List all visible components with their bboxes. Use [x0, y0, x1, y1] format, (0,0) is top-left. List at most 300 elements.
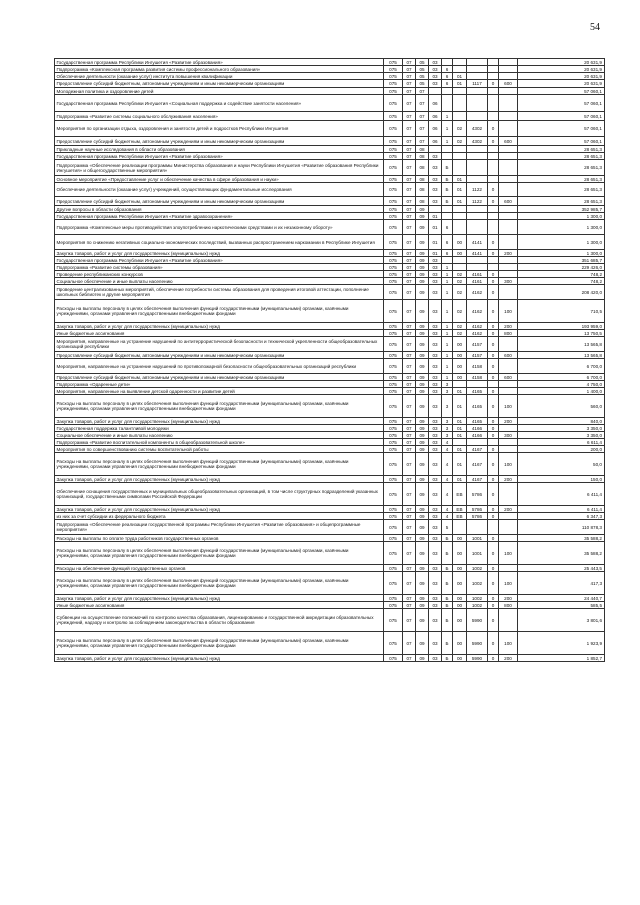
code-cell: 01 — [453, 80, 467, 88]
code-cell: 0 — [488, 425, 499, 432]
row-name: Подпрограмма «Комплексная программа развития системы профессионального образования» — [55, 66, 384, 73]
code-cell: 05 — [416, 59, 429, 66]
code-cell: 075 — [384, 121, 403, 137]
code-cell: 01 — [453, 476, 467, 483]
code-cell: 4 — [442, 513, 453, 520]
code-cell: 00 — [453, 602, 467, 609]
code-cell: 09 — [416, 513, 429, 520]
row-amount: 6 411,4 — [518, 506, 605, 513]
row-name: Государственная программа Республики Ингушетия «Развитие образования» — [55, 257, 384, 264]
code-cell — [499, 146, 518, 153]
code-cell: 1001 — [467, 542, 488, 565]
code-cell: 07 — [403, 520, 416, 535]
code-cell: 03 — [429, 439, 442, 446]
table-row — [55, 146, 605, 153]
code-cell: 200 — [499, 250, 518, 257]
code-cell: 01 — [429, 220, 442, 235]
code-cell — [467, 381, 488, 388]
code-cell: Б — [442, 565, 453, 572]
code-cell: 08 — [416, 160, 429, 176]
row-name: Расходы на выплаты персоналу в целях обеспечения выполнения функций государственными (муниципальными) органами, казёнными учреждениями, органами управления государственными внебюджетными фондами — [55, 632, 384, 655]
row-amount: 560,0 — [518, 395, 605, 418]
code-cell: 03 — [429, 352, 442, 359]
code-cell: 075 — [384, 323, 403, 330]
code-cell: 09 — [416, 418, 429, 425]
table-row — [55, 655, 605, 662]
table-row — [55, 264, 605, 271]
code-cell: 07 — [416, 88, 429, 95]
code-cell: 07 — [403, 66, 416, 73]
code-cell: 01 — [453, 425, 467, 432]
code-cell: 07 — [403, 80, 416, 88]
code-cell — [442, 213, 453, 220]
code-cell — [453, 95, 467, 112]
code-cell: 07 — [403, 381, 416, 388]
code-cell: 075 — [384, 476, 403, 483]
code-cell: 07 — [403, 359, 416, 374]
code-cell: Б — [442, 632, 453, 655]
code-cell: 01 — [429, 213, 442, 220]
code-cell: 07 — [403, 446, 416, 453]
code-cell: 1001 — [467, 535, 488, 542]
row-name: Мероприятия по снижению негативных социально-экономических последствий, вызванных распространением наркомании в Республике Ингушетия — [55, 235, 384, 250]
code-cell: 07 — [403, 206, 416, 213]
code-cell: 075 — [384, 264, 403, 271]
code-cell: 0 — [488, 513, 499, 520]
code-cell: 09 — [416, 542, 429, 565]
code-cell: 4141 — [467, 250, 488, 257]
code-cell: 01 — [453, 418, 467, 425]
code-cell: 07 — [403, 285, 416, 300]
code-cell: 0 — [488, 609, 499, 632]
code-cell: Б — [442, 602, 453, 609]
table-row — [55, 160, 605, 176]
code-cell: 075 — [384, 602, 403, 609]
code-cell: 0 — [488, 359, 499, 374]
code-cell: 4158 — [467, 359, 488, 374]
code-cell — [499, 257, 518, 264]
code-cell: 03 — [429, 476, 442, 483]
code-cell: 07 — [403, 609, 416, 632]
code-cell: EB — [453, 483, 467, 506]
code-cell: Б — [442, 542, 453, 565]
code-cell — [488, 520, 499, 535]
code-cell — [488, 88, 499, 95]
row-amount: 25 443,5 — [518, 565, 605, 572]
code-cell: 07 — [403, 535, 416, 542]
code-cell — [488, 213, 499, 220]
code-cell: 600 — [499, 374, 518, 381]
table-row — [55, 595, 605, 602]
code-cell — [488, 73, 499, 80]
code-cell: 07 — [403, 513, 416, 520]
code-cell: 07 — [403, 121, 416, 137]
code-cell: 0 — [488, 432, 499, 439]
code-cell: 1 — [442, 112, 453, 121]
code-cell: 06 — [429, 137, 442, 146]
code-cell: 00 — [453, 337, 467, 352]
code-cell: 075 — [384, 535, 403, 542]
code-cell: 0 — [488, 535, 499, 542]
code-cell: 075 — [384, 146, 403, 153]
row-amount: 417,3 — [518, 572, 605, 595]
code-cell: 03 — [429, 535, 442, 542]
code-cell: 1 — [442, 285, 453, 300]
code-cell: 075 — [384, 483, 403, 506]
row-amount: 20 631,9 — [518, 80, 605, 88]
code-cell: 075 — [384, 388, 403, 395]
code-cell: 02 — [453, 330, 467, 337]
code-cell: 09 — [416, 264, 429, 271]
code-cell: 075 — [384, 506, 403, 513]
code-cell — [488, 160, 499, 176]
code-cell: 075 — [384, 655, 403, 662]
code-cell: 5990 — [467, 632, 488, 655]
table-row — [55, 80, 605, 88]
code-cell: 09 — [416, 572, 429, 595]
code-cell: 075 — [384, 542, 403, 565]
code-cell: 01 — [453, 388, 467, 395]
row-amount: 1 400,0 — [518, 388, 605, 395]
code-cell: 800 — [499, 602, 518, 609]
code-cell: 03 — [429, 176, 442, 183]
code-cell — [499, 153, 518, 160]
code-cell: 02 — [453, 271, 467, 278]
code-cell: 03 — [429, 595, 442, 602]
code-cell — [499, 176, 518, 183]
row-amount: 28 651,3 — [518, 160, 605, 176]
row-name: Основное мероприятие «Предоставление услуг и обеспечение качества в сфере образования и науки» — [55, 176, 384, 183]
code-cell — [499, 285, 518, 300]
code-cell — [499, 235, 518, 250]
code-cell: 5 — [442, 520, 453, 535]
code-cell: 09 — [416, 374, 429, 381]
code-cell: 09 — [416, 330, 429, 337]
code-cell: 3 — [442, 418, 453, 425]
code-cell — [499, 271, 518, 278]
code-cell: 200 — [499, 476, 518, 483]
row-amount: 28 651,3 — [518, 153, 605, 160]
row-name: Подпрограмма «Развитие системы социального обслуживания населения» — [55, 112, 384, 121]
code-cell: 1 — [442, 352, 453, 359]
code-cell: 01 — [453, 176, 467, 183]
row-name: Подпрограмма «Развитие системы образования» — [55, 264, 384, 271]
code-cell: 09 — [416, 476, 429, 483]
code-cell: 07 — [403, 88, 416, 95]
code-cell — [467, 88, 488, 95]
table-row — [55, 381, 605, 388]
code-cell: 1 — [442, 374, 453, 381]
code-cell: 100 — [499, 453, 518, 476]
code-cell: 0 — [488, 395, 499, 418]
code-cell — [488, 176, 499, 183]
row-name: Государственная программа Республики Ингушетия «Развитие образования» — [55, 153, 384, 160]
code-cell: 00 — [453, 542, 467, 565]
code-cell: 07 — [403, 300, 416, 323]
code-cell: 07 — [403, 95, 416, 112]
code-cell: 03 — [429, 197, 442, 206]
row-name: Подпрограмма «Одаренные дети» — [55, 381, 384, 388]
code-cell — [442, 257, 453, 264]
code-cell: 4162 — [467, 285, 488, 300]
code-cell — [488, 439, 499, 446]
code-cell: 200 — [499, 595, 518, 602]
code-cell: 07 — [403, 453, 416, 476]
row-amount: 6 411,4 — [518, 483, 605, 506]
code-cell: 0 — [488, 337, 499, 352]
code-cell — [467, 146, 488, 153]
code-cell: 07 — [403, 59, 416, 66]
code-cell: 03 — [429, 66, 442, 73]
code-cell — [467, 153, 488, 160]
row-amount: 150,0 — [518, 476, 605, 483]
code-cell — [499, 88, 518, 95]
table-row — [55, 213, 605, 220]
code-cell — [467, 176, 488, 183]
table-row — [55, 425, 605, 432]
code-cell — [429, 146, 442, 153]
code-cell — [467, 520, 488, 535]
code-cell: 075 — [384, 632, 403, 655]
code-cell: 07 — [403, 137, 416, 146]
code-cell: 200 — [499, 655, 518, 662]
code-cell: 075 — [384, 381, 403, 388]
table-row — [55, 602, 605, 609]
code-cell: 4157 — [467, 337, 488, 352]
code-cell: 075 — [384, 337, 403, 352]
code-cell: Б — [442, 160, 453, 176]
code-cell — [499, 59, 518, 66]
code-cell: Б — [442, 609, 453, 632]
code-cell: 07 — [416, 95, 429, 112]
code-cell: 09 — [416, 595, 429, 602]
code-cell — [499, 609, 518, 632]
code-cell — [442, 88, 453, 95]
code-cell: 03 — [429, 632, 442, 655]
code-cell — [453, 257, 467, 264]
row-amount: 28 651,3 — [518, 146, 605, 153]
row-name: Государственная программа Республики Ингушетия «Социальная поддержка и содействие занятости населения» — [55, 95, 384, 112]
code-cell: 02 — [453, 300, 467, 323]
table-row — [55, 271, 605, 278]
code-cell: 075 — [384, 80, 403, 88]
code-cell: 00 — [453, 572, 467, 595]
code-cell: 00 — [453, 359, 467, 374]
code-cell — [499, 359, 518, 374]
code-cell: 100 — [499, 572, 518, 595]
code-cell: 0 — [488, 278, 499, 285]
row-amount: 24 440,7 — [518, 595, 605, 602]
code-cell: 075 — [384, 439, 403, 446]
code-cell: 02 — [453, 121, 467, 137]
code-cell: 09 — [416, 381, 429, 388]
table-row — [55, 506, 605, 513]
code-cell: 05 — [416, 66, 429, 73]
code-cell — [453, 264, 467, 271]
code-cell: 09 — [416, 359, 429, 374]
code-cell: 0 — [488, 453, 499, 476]
row-name: Закупка товаров, работ и услуг для государственных (муниципальных) нужд — [55, 655, 384, 662]
code-cell: 07 — [403, 220, 416, 235]
code-cell: 4 — [442, 476, 453, 483]
code-cell — [453, 66, 467, 73]
code-cell — [488, 95, 499, 112]
table-row — [55, 220, 605, 235]
code-cell — [467, 59, 488, 66]
row-name: Предоставление субсидий бюджетным, автономным учреждениям и иным некоммерческим организациям — [55, 374, 384, 381]
code-cell — [499, 66, 518, 73]
row-name: Мероприятия, направленные на устранение нарушений по антитеррористической безопасности и технической укрепленности общеобразовательных организаций республики — [55, 337, 384, 352]
code-cell: 01 — [453, 432, 467, 439]
code-cell: 0 — [488, 483, 499, 506]
code-cell: 00 — [453, 632, 467, 655]
code-cell: 4165 — [467, 418, 488, 425]
code-cell: 07 — [403, 374, 416, 381]
code-cell: 075 — [384, 572, 403, 595]
code-cell: 07 — [416, 112, 429, 121]
code-cell: 01 — [453, 197, 467, 206]
code-cell: 09 — [416, 520, 429, 535]
code-cell: 0 — [488, 388, 499, 395]
code-cell — [453, 160, 467, 176]
row-amount: 208 420,0 — [518, 285, 605, 300]
code-cell: 01 — [429, 250, 442, 257]
code-cell — [499, 388, 518, 395]
code-cell: 07 — [403, 235, 416, 250]
row-amount: 13 565,8 — [518, 337, 605, 352]
code-cell: 1122 — [467, 197, 488, 206]
row-amount: 585,5 — [518, 602, 605, 609]
code-cell: Б — [442, 595, 453, 602]
row-name: Предоставление субсидий бюджетным, автономным учреждениям и иным некоммерческим организациям — [55, 352, 384, 359]
code-cell: 07 — [403, 506, 416, 513]
code-cell — [467, 264, 488, 271]
code-cell — [453, 88, 467, 95]
code-cell: 09 — [416, 446, 429, 453]
code-cell: 075 — [384, 446, 403, 453]
row-name: Мероприятия по совершенствованию системы воспитательной работы — [55, 446, 384, 453]
code-cell: 200 — [499, 323, 518, 330]
row-name: Расходы на выплаты персоналу в целях обеспечения выполнения функций государственными (муниципальными) органами, казёнными учреждениями, органами управления государственными внебюджетными фондами — [55, 572, 384, 595]
table-row — [55, 121, 605, 137]
code-cell — [467, 439, 488, 446]
table-row — [55, 59, 605, 66]
code-cell — [453, 220, 467, 235]
code-cell: 09 — [416, 432, 429, 439]
row-amount: 352 985,7 — [518, 206, 605, 213]
code-cell: 07 — [403, 250, 416, 257]
code-cell — [453, 112, 467, 121]
code-cell: 09 — [416, 285, 429, 300]
code-cell: 00 — [453, 352, 467, 359]
code-cell — [499, 439, 518, 446]
table-row — [55, 73, 605, 80]
code-cell — [488, 257, 499, 264]
code-cell: 09 — [416, 535, 429, 542]
row-name: Государственная программа Республики Ингушетия «Развитие здравоохранения» — [55, 213, 384, 220]
code-cell: 075 — [384, 220, 403, 235]
table-row — [55, 535, 605, 542]
table-row — [55, 476, 605, 483]
code-cell: 09 — [416, 609, 429, 632]
table-row — [55, 520, 605, 535]
row-amount: 6 700,0 — [518, 359, 605, 374]
code-cell: 03 — [429, 572, 442, 595]
code-cell — [442, 95, 453, 112]
code-cell — [499, 513, 518, 520]
code-cell: 07 — [403, 572, 416, 595]
code-cell: 03 — [429, 542, 442, 565]
code-cell: 03 — [429, 655, 442, 662]
code-cell — [429, 206, 442, 213]
code-cell: 0 — [488, 300, 499, 323]
code-cell: 01 — [429, 235, 442, 250]
code-cell: 08 — [416, 183, 429, 197]
code-cell: 07 — [403, 146, 416, 153]
code-cell: 03 — [429, 80, 442, 88]
code-cell: 03 — [429, 388, 442, 395]
code-cell: 00 — [453, 655, 467, 662]
code-cell: 03 — [429, 565, 442, 572]
code-cell: 03 — [429, 609, 442, 632]
code-cell: 09 — [416, 602, 429, 609]
row-name: Расходы на выплаты персоналу в целях обеспечения выполнения функций государственными (муниципальными) органами, казёнными учреждениями, органами управления государственными внебюджетными фондами — [55, 453, 384, 476]
code-cell: 075 — [384, 73, 403, 80]
table-row — [55, 446, 605, 453]
table-row — [55, 374, 605, 381]
code-cell — [499, 535, 518, 542]
table-row — [55, 359, 605, 374]
code-cell — [499, 121, 518, 137]
code-cell: 09 — [416, 453, 429, 476]
code-cell: 075 — [384, 176, 403, 183]
code-cell: 00 — [453, 595, 467, 602]
code-cell: 07 — [403, 257, 416, 264]
code-cell: 075 — [384, 271, 403, 278]
code-cell — [467, 66, 488, 73]
code-cell: 07 — [403, 197, 416, 206]
code-cell — [499, 73, 518, 80]
code-cell — [453, 381, 467, 388]
code-cell: 03 — [429, 285, 442, 300]
code-cell: 0 — [488, 137, 499, 146]
code-cell: 075 — [384, 213, 403, 220]
row-name: Обеспечение деятельности (оказание услуг) института повышения квалификации — [55, 73, 384, 80]
code-cell — [467, 206, 488, 213]
row-name: Иные бюджетные ассигнования — [55, 602, 384, 609]
code-cell: 09 — [416, 271, 429, 278]
code-cell: 03 — [429, 183, 442, 197]
code-cell: 03 — [429, 330, 442, 337]
code-cell: 00 — [453, 250, 467, 257]
table-row — [55, 285, 605, 300]
code-cell — [453, 59, 467, 66]
code-cell: 100 — [499, 632, 518, 655]
code-cell: 075 — [384, 520, 403, 535]
row-amount: 35 588,2 — [518, 535, 605, 542]
table-row — [55, 137, 605, 146]
code-cell: 07 — [403, 330, 416, 337]
code-cell: 01 — [453, 453, 467, 476]
code-cell: 08 — [416, 176, 429, 183]
code-cell: 03 — [429, 257, 442, 264]
code-cell: 5990 — [467, 609, 488, 632]
code-cell: 09 — [416, 300, 429, 323]
row-name: Предоставление субсидий бюджетным, автономным учреждениям и иным некоммерческим организациям — [55, 197, 384, 206]
code-cell: 6 — [442, 73, 453, 80]
table-row — [55, 432, 605, 439]
row-amount: 57 060,1 — [518, 137, 605, 146]
